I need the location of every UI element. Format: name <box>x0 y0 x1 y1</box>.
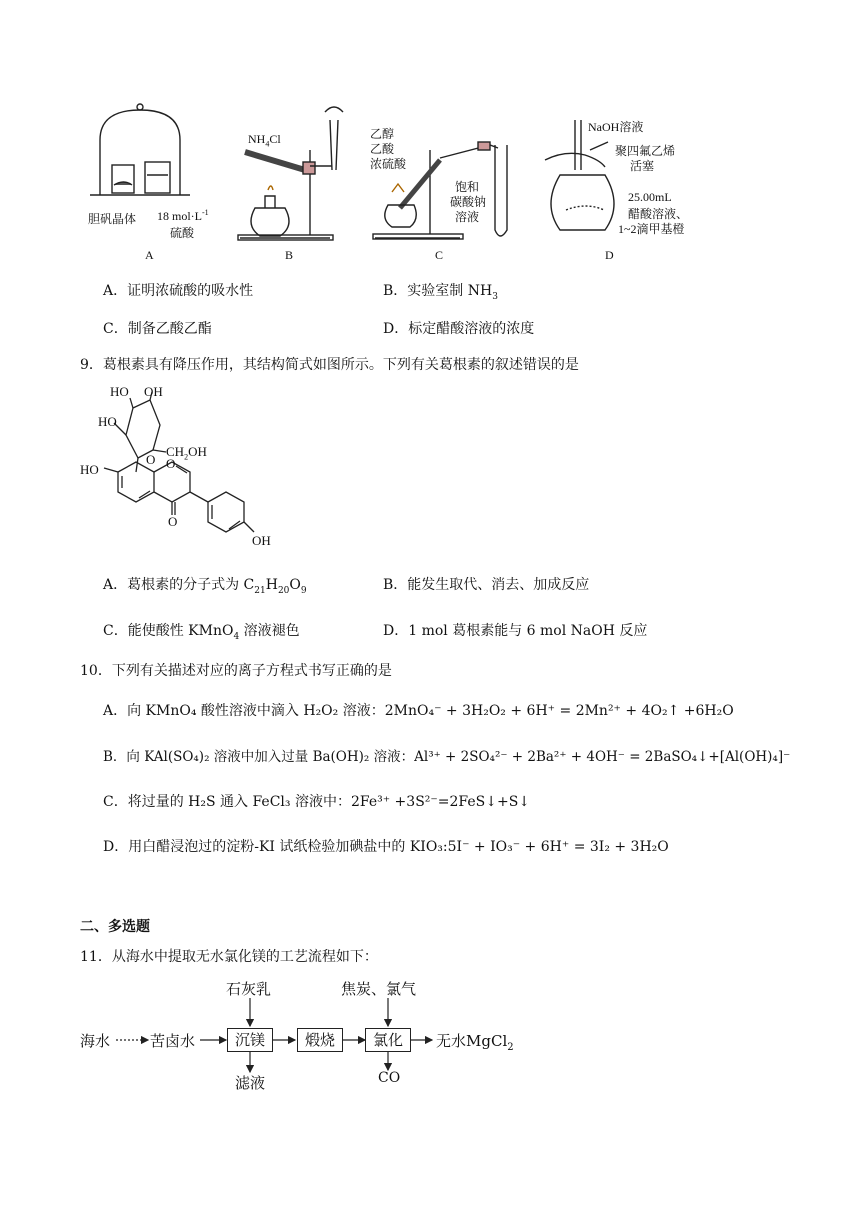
struct-o-ring: O <box>166 456 176 471</box>
q9-stem: 9．葛根素具有降压作用，其结构简式如图所示。下列有关葛根素的叙述错误的是 <box>80 357 579 373</box>
q10-option-a-equation: 2MnO₄⁻ + 3H₂O₂ + 6H⁺ = 2Mn²⁺ + 4O₂↑ +6H₂O <box>384 703 734 719</box>
q10-option-d[interactable] <box>103 836 669 856</box>
flow-product <box>436 1030 514 1053</box>
q9-option-c[interactable] <box>103 620 300 642</box>
apparatus-c-label-ethanol: 乙醇 <box>370 127 395 141</box>
struct-ho-3: HO <box>80 462 99 477</box>
apparatus-d-label-stopcock: 活塞 <box>630 159 655 173</box>
apparatus-c-label-carbonate: 碳酸钠 <box>450 195 487 209</box>
flow-input-coke-chlorine: 焦炭、氯气 <box>341 980 417 998</box>
q8-option-c[interactable]: C．制备乙酸乙酯 <box>103 321 212 337</box>
apparatus-c-label-sulfuric: 浓硫酸 <box>370 157 407 171</box>
apparatus-a-label-acid-conc: 18 mol·L <box>157 209 202 223</box>
q10-option-c[interactable] <box>103 791 530 811</box>
q9-option-a-sub1: 21 <box>254 585 266 596</box>
apparatus-b-ammonia-setup <box>238 107 343 240</box>
apparatus-d-titration <box>545 120 614 230</box>
apparatus-b-letter: B <box>285 248 294 262</box>
q8-option-a[interactable]: A．证明浓硫酸的吸水性 <box>103 283 254 299</box>
flow-box-chlorination: 氯化 <box>365 1028 411 1052</box>
q9-option-a-sub3: 9 <box>300 585 307 596</box>
apparatus-d-label-ptfe: 聚四氟乙烯 <box>615 144 676 158</box>
q9-option-a[interactable] <box>103 574 307 596</box>
q10-option-b-text: B．向 KAl(SO₄)₂ 溶液中加入过量 Ba(OH)₂ 溶液： <box>103 749 415 765</box>
apparatus-d-label-volume: 25.00mL <box>628 190 672 204</box>
q9-option-b[interactable]: B．能发生取代、消去、加成反应 <box>383 577 590 593</box>
struct-ho-1: HO <box>110 384 129 399</box>
apparatus-b-label-nh4cl <box>248 132 281 148</box>
apparatus-c-label-acetic: 乙酸 <box>370 142 395 156</box>
apparatus-b-label-sub: 4 <box>265 139 270 149</box>
struct-ho-2: HO <box>98 414 117 429</box>
flow-arrows <box>78 972 538 1082</box>
q10-option-b-equation: Al³⁺ + 2SO₄²⁻ + 2Ba²⁺ + 4OH⁻ = 2BaSO₄↓+[Al(OH)₄]⁻ <box>414 749 791 765</box>
q10-option-d-equation: 5I⁻ + IO₃⁻ + 6H⁺ = 3I₂ + 3H₂O <box>447 839 669 855</box>
struct-ch2-sub: 2 <box>184 452 189 462</box>
section-title: 二、多选题 <box>80 919 150 935</box>
q11-stem: 11．从海水中提取无水氯化镁的工艺流程如下： <box>80 949 378 965</box>
struct-o-sugar: O <box>146 452 156 467</box>
flow-seawater: 海水 <box>80 1032 111 1050</box>
q10-option-c-text: C．将过量的 H₂S 通入 FeCl₃ 溶液中： <box>103 794 351 810</box>
apparatus-figure <box>70 100 770 265</box>
q9-option-d[interactable]: D．1 mol 葛根素能与 6 mol NaOH 反应 <box>383 623 648 639</box>
q10-option-a[interactable] <box>103 700 734 720</box>
q9-option-c-text: C．能使酸性 KMnO <box>103 623 234 639</box>
struct-oh-1: OH <box>144 384 163 399</box>
q9-option-a-o: O <box>289 577 301 593</box>
q9-option-a-h: H <box>265 577 278 593</box>
struct-oh: OH <box>188 444 207 459</box>
apparatus-a-bell-jar <box>90 104 190 195</box>
q10-option-b[interactable] <box>103 745 790 765</box>
struct-oh-phenol: OH <box>252 533 271 548</box>
apparatus-b-label-cl: Cl <box>269 132 281 146</box>
q8-option-b-text: B．实验室制 NH <box>383 283 493 299</box>
flow-waste-filtrate: 滤液 <box>235 1074 266 1092</box>
flow-input-lime-milk: 石灰乳 <box>226 980 272 998</box>
struct-ch: CH <box>166 444 185 459</box>
apparatus-a-label-crystal: 胆矾晶体 <box>88 212 137 226</box>
q8-option-b[interactable] <box>383 280 498 302</box>
apparatus-d-label-acetic-solution: 醋酸溶液、 <box>628 207 689 221</box>
q10-stem: 10．下列有关描述对应的离子方程式书写正确的是 <box>80 663 392 679</box>
apparatus-d-letter: D <box>605 248 614 262</box>
q9-option-c-tail: 溶液褪色 <box>239 623 300 639</box>
q10-option-d-text: D．用白醋浸泡过的淀粉-KI 试纸检验加碘盐中的 KIO₃: <box>103 839 448 855</box>
flow-box-precipitation: 沉镁 <box>227 1028 273 1052</box>
apparatus-a-label-acid <box>157 208 209 224</box>
q9-structure-figure <box>78 380 308 555</box>
q8-option-d[interactable]: D．标定醋酸溶液的浓度 <box>383 321 535 337</box>
puerarin-structure <box>78 380 308 555</box>
apparatus-a-letter: A <box>145 248 154 262</box>
apparatus-c-label-solution: 溶液 <box>455 210 480 224</box>
q10-option-a-text: A．向 KMnO₄ 酸性溶液中滴入 H₂O₂ 溶液： <box>103 703 385 719</box>
q8-option-b-sub: 3 <box>492 291 498 302</box>
apparatus-c-label-saturated: 饱和 <box>455 180 480 194</box>
flow-waste-co: CO <box>378 1070 401 1086</box>
apparatus-d-label-indicator: 1~2滴甲基橙 <box>618 222 685 236</box>
q9-option-c-sub: 4 <box>233 631 240 642</box>
q11-flow-diagram <box>78 972 538 1092</box>
flow-bittern: 苦卤水 <box>150 1032 196 1050</box>
apparatus-a-label-acid-sup: -1 <box>202 208 209 217</box>
flow-product-text: 无水MgCl <box>436 1032 508 1050</box>
apparatus-c-letter: C <box>435 248 444 262</box>
apparatus-d-label-naoh: NaOH溶液 <box>588 120 644 134</box>
flow-box-calcination: 煅烧 <box>297 1028 343 1052</box>
flow-product-sub: 2 <box>507 1042 514 1053</box>
q9-option-a-text: A．葛根素的分子式为 C <box>103 577 255 593</box>
q9-option-a-sub2: 20 <box>277 585 290 596</box>
q10-option-c-equation: 2Fe³⁺ +3S²⁻=2FeS↓+S↓ <box>350 794 531 810</box>
apparatus-b-label-nh: NH <box>248 132 266 146</box>
struct-o-keto: O <box>168 514 178 529</box>
apparatus-a-label-acid-name: 硫酸 <box>170 226 195 240</box>
